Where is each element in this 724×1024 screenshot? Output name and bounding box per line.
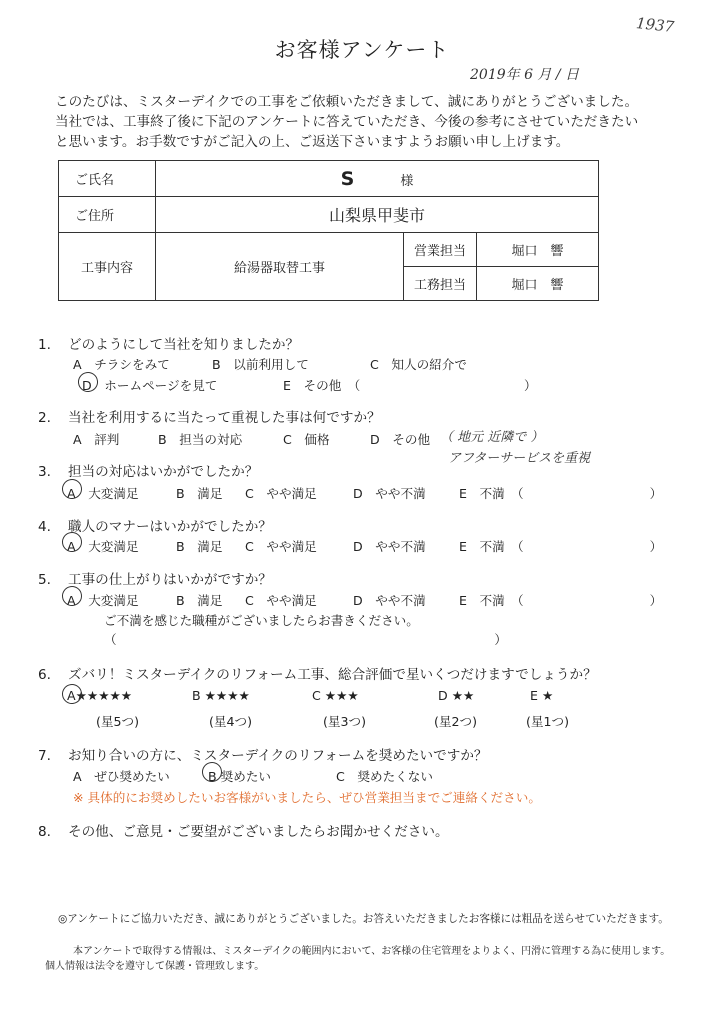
serial-number: 1937 [635, 14, 676, 36]
q5-option-b[interactable]: B 満足 [176, 593, 223, 608]
q4-option-d[interactable]: D やや不満 [353, 539, 426, 554]
customer-info-table [58, 160, 599, 301]
question-text: 工事の仕上がりはいかがですか？ [68, 572, 272, 588]
question-text: お知り合いの方に、ミスターデイクのリフォームを奨めたいですか？ [68, 748, 488, 764]
question-text: 当社を利用するに当たって重視した事は何ですか？ [68, 410, 381, 426]
question-number: 1. [38, 337, 51, 353]
intro-line-1: このたびは、ミスターデイクでの工事をご依頼いただきまして、誠にありがとうございました。 [55, 94, 639, 110]
q6-label-a: (星5つ) [96, 714, 140, 729]
q1-option-c[interactable]: C 知人の紹介で [370, 357, 467, 372]
address-value: 山梨県甲斐市 [156, 197, 599, 233]
q6-option-d[interactable]: D ★★ [438, 688, 475, 703]
construction-label: 工務担当 [404, 267, 477, 301]
q5-sub-question: ご不満を感じた職種がございましたらお書きください。 [104, 613, 419, 628]
q5-option-c[interactable]: C やや満足 [245, 593, 317, 608]
q4-option-b[interactable]: B 満足 [176, 539, 223, 554]
page-title: お客様アンケート [274, 38, 450, 62]
q4-option-a[interactable]: A 大変満足 [67, 539, 139, 554]
q1-option-d[interactable]: D ホームページを見て [82, 378, 218, 393]
q4-option-c[interactable]: C やや満足 [245, 539, 317, 554]
address-label: ご住所 [59, 197, 156, 233]
q2-handwritten-answer-2: アフターサービスを重視 [448, 451, 591, 466]
q6-label-d: (星2つ) [434, 714, 478, 729]
q2-option-b[interactable]: B 担当の対応 [158, 432, 243, 447]
work-label: 工事内容 [59, 233, 156, 301]
footer-thanks: ◎アンケートにご協力いただき、誠にありがとうございました。お答えいただきましたお客様には粗品を送らせていただきます。 [58, 913, 669, 925]
q3-option-c[interactable]: C やや満足 [245, 486, 317, 501]
q7-referral-note: ※ 具体的にお奨めしたいお客様がいましたら、ぜひ営業担当までご連絡ください。 [73, 790, 541, 805]
question-7 [38, 744, 488, 764]
intro-line-3: と思います。お手数ですがご記入の上、ご返送下さいますようお願い申し上げます。 [55, 134, 570, 150]
q7-option-b[interactable]: B 奨めたい [208, 769, 272, 784]
sales-label: 営業担当 [404, 233, 477, 267]
q6-option-b[interactable]: B ★★★★ [192, 688, 250, 703]
q6-label-b: (星4つ) [209, 714, 253, 729]
q3-option-b[interactable]: B 満足 [176, 486, 223, 501]
q5-option-e[interactable]: E 不満 （ ） [459, 593, 663, 608]
q2-option-d[interactable]: D その他 [370, 432, 431, 447]
intro-line-2: 当社では、工事終了後に下記のアンケートに答えていただき、今後の参考にさせていただきたい [55, 114, 639, 130]
name-field [156, 161, 599, 197]
survey-date: 2019年 6 月 / 日 [470, 67, 580, 83]
q1-option-e[interactable]: E その他 （ ） [283, 378, 537, 393]
question-2 [38, 406, 381, 426]
question-number: 4. [38, 519, 51, 535]
q1-option-b[interactable]: B 以前利用して [212, 357, 309, 372]
question-number: 8. [38, 824, 51, 840]
question-number: 5. [38, 572, 51, 588]
q4-option-e[interactable]: E 不満 （ ） [459, 539, 663, 554]
name-label: ご氏名 [59, 161, 156, 197]
q2-handwritten-answer-1: （ 地元 近隣で ） [440, 430, 544, 445]
q2-option-c[interactable]: C 価格 [283, 432, 330, 447]
question-text: その他、ご意見・ご要望がございましたらお聞かせください。 [68, 824, 449, 840]
construction-value: 堀口 響 [477, 267, 599, 301]
question-text: 担当の対応はいかがでしたか？ [68, 464, 259, 480]
question-3 [38, 460, 258, 480]
question-1 [38, 333, 299, 353]
question-text: 職人のマナーはいかがでしたか？ [68, 519, 272, 535]
q3-option-d[interactable]: D やや不満 [353, 486, 426, 501]
name-value: S [340, 167, 355, 190]
q7-option-c[interactable]: C 奨めたくない [336, 769, 433, 784]
question-text: ズバリ！ミスターデイクのリフォーム工事、総合評価で星いくつだけますでしょうか？ [68, 667, 597, 683]
question-number: 6. [38, 667, 51, 683]
question-8 [38, 820, 449, 840]
q3-option-a[interactable]: A 大変満足 [67, 486, 139, 501]
name-suffix: 様 [400, 173, 414, 189]
q5-comment-field[interactable]: （ ） [104, 632, 507, 647]
q6-option-e[interactable]: E ★ [530, 688, 554, 703]
sales-value: 堀口 響 [477, 233, 599, 267]
q1-option-a[interactable]: A チラシをみて [73, 357, 170, 372]
footer-privacy-1: 本アンケートで取得する情報は、ミスターデイクの範囲内において、お客様の住宅管理をよりよく、円滑に管理する為に使用します。 [73, 946, 671, 957]
q6-option-c[interactable]: C ★★★ [312, 688, 359, 703]
question-number: 2. [38, 410, 51, 426]
q7-option-a[interactable]: A ぜひ奨めたい [73, 769, 170, 784]
question-number: 7. [38, 748, 51, 764]
footer-privacy-2: 個人情報は法令を遵守して保護・管理致します。 [45, 961, 265, 972]
q6-label-c: (星3つ) [323, 714, 367, 729]
q6-label-e: (星1つ) [526, 714, 570, 729]
q5-option-d[interactable]: D やや不満 [353, 593, 426, 608]
q2-option-a[interactable]: A 評判 [73, 432, 120, 447]
question-text: どのようにして当社を知りましたか？ [68, 337, 300, 353]
q5-option-a[interactable]: A 大変満足 [67, 593, 139, 608]
q3-option-e[interactable]: E 不満 （ ） [459, 486, 663, 501]
question-number: 3. [38, 464, 51, 480]
q6-option-a[interactable]: A★★★★★ [67, 688, 133, 703]
work-value: 給湯器取替工事 [156, 233, 404, 301]
question-6 [38, 663, 597, 683]
